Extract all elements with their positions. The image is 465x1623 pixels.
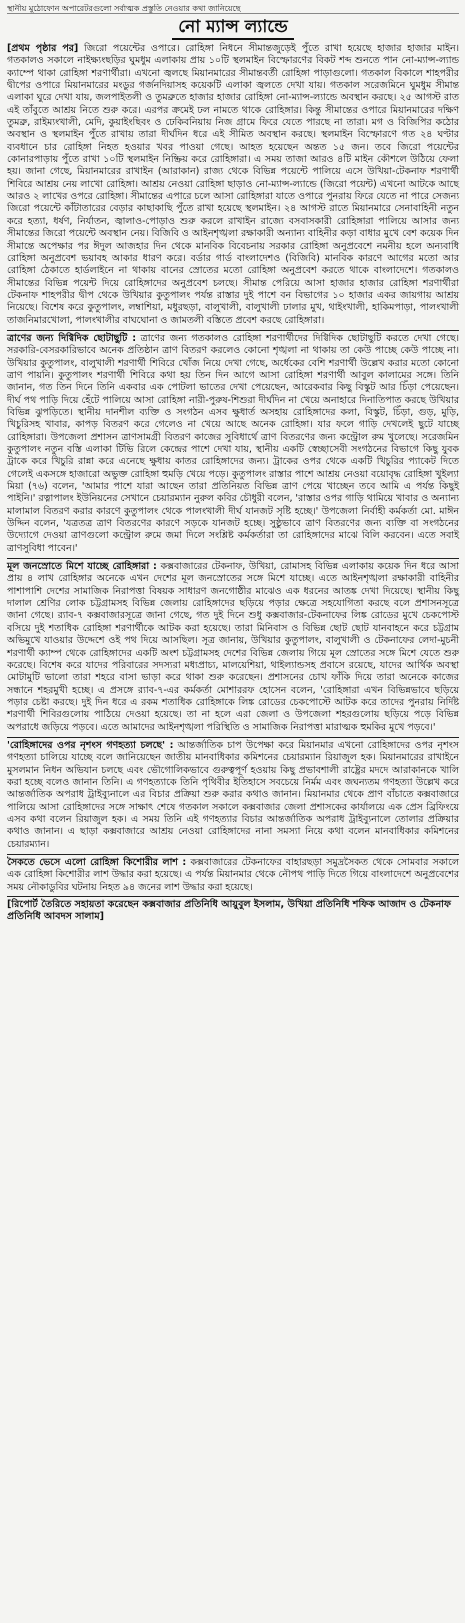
section-relief [7, 333, 459, 555]
section-mainstream [7, 561, 459, 734]
section-lead: 'রোহিঙ্গাদের ওপর নৃশংস গণহত্যা চলছে' : [7, 739, 174, 751]
section-text: কক্সবাজারের টেকনাফ, উখিয়া, রোমাসহ বিভিন্ন এলাকায় কয়েক দিন ধরে আসা প্রায় ৪ লাখ রোহিঙ্গার অনেকে এখন দেশের মূল জনস্রোতের সঙ্গে মিশে যাচ্ছে। এতে আইনশৃঙ্খলা রক্ষাকারী বাহিনীর পাশাপাশি দেশের সামাজিক নিরাপত্তা বিষয়ক সাধারণ জনগোষ্ঠীর মাঝেও এক ধরনের আতঙ্ক দেখা দিয়েছে। স্থানীয় কিছু দালাল শ্রেণির লোক চট্টগ্রামসহ বিভিন্ন জেলায় রোহিঙ্গাদের ছড়িয়ে পড়ার ক্ষেত্রে সহযোগিতা করছে বলে প্রশাসনসূত্রে জানা গেছে। র‍্যাব-৭ কক্সবাজারসূত্রে জানা গেছে, গত দুই দিনে শুধু কক্সবাজার-টেকনাফের লিঙ্ক রোডের মুখে চেকপোস্ট বসিয়ে দুই শতাধিক রোহিঙ্গা শরণার্থীকে আটক করা হয়েছে। তারা মিনিবাস ও বিভিন্ন ছোট ছোট যানবাহনে করে চট্টগ্রাম অভিমুখে যাওয়ার উদ্দেশে ওই পথ দিয়ে আসছিল। সূত্র জানায়, উখিয়ার কুতুপালং, বালুখালী ও টেকনাফের লেদা-মুচনী শরণার্থী ক্যাম্প থেকে রোহিঙ্গাদের একটি অংশ চট্টগ্রামসহ দেশের বিভিন্ন জেলায় গিয়ে মূল স্রোতের সঙ্গে মিশে যেতে শুরু করেছে। বিশেষ করে যাদের পরিবারের সদস্যরা মধ্যপ্রাচ্য, মালয়েশিয়া, থাইল্যান্ডসহ প্রবাসে রয়েছে, যাদের আর্থিক অবস্থা মোটামুটি ভালো তারা শহরে বাসা ভাড়া করে থাকা শুরু করেছেন। প্রশাসনের চোখ ফাঁকি দিয়ে তারা অনেকে কাজের সন্ধানে শহরমুখী হচ্ছে। এ প্রসঙ্গে র‍্যাব-৭-এর কর্মকর্তা মোশাররফ হোসেন বলেন, 'রোহিঙ্গারা এখন বিভিন্নভাবে ছড়িয়ে পড়ার চেষ্টা করছে। দুই দিন ধরে এ রকম শতাধিক রোহিঙ্গাকে লিঙ্ক রোডের চেকপোস্টে আটক করে তাদের পুনরায় নির্দিষ্ট শরণার্থী শিবিরগুলোয় পাঠিয়ে দেওয়া হয়েছে। তা না হলে এরা জেলা ও উপজেলা শহরগুলোয় ছড়িয়ে পড়ে বিভিন্ন অপরাধে জড়িয়ে পড়বে। এতে আমাদের আইনশৃঙ্খলা পরিস্থিতি ও সামাজিক নিরাপত্তা মারাত্মক হুমকির মুখে পড়বে।' [7, 561, 459, 733]
section-lead: সৈকতে ভেসে এলো রোহিঙ্গা কিশোরীর লাশ : [7, 857, 187, 868]
headline: নো ম্যান্স ল্যান্ডে [172, 16, 293, 40]
top-strip: স্থানীয় মুঠোফোন অপারেটরগুলো সর্বাত্মক প্রস্তুতি নেওয়ার কথা জানিয়েছে [7, 4, 459, 14]
section-lead: মূল জনস্রোতে মিশে যাচ্ছে রোহিঙ্গারা : [7, 561, 157, 573]
headline-box [7, 16, 459, 40]
section-divider [7, 854, 459, 855]
section-body-found [7, 857, 459, 894]
report-credit: [রিপোর্ট তৈরিতে সহায়তা করেছেন কক্সবাজার প্রতিনিধি আয়ুবুল ইসলাম, উখিয়া প্রতিনিধি শফিক আজাদ ও টেকনাফ প্রতিনিধি আবদস সালাম] [7, 896, 459, 924]
section-paragraph [7, 857, 459, 894]
section-divider [7, 737, 459, 738]
section-lead: ত্রাণের জন্য দিগ্বিদিক ছোটাছুটি : [7, 332, 136, 344]
section-genocide [7, 740, 459, 851]
section-paragraph [7, 740, 459, 851]
section-text: কক্সবাজারের টেকনাফের বাহারছড়া সমুদ্রসৈকত থেকে সোমবার সকালে এক রোহিঙ্গা কিশোরীর লাশ উদ্ধার করা হয়েছে। এ পর্যন্ত মিয়ানমার থেকে নৌপথ পাড়ি দিতে গিয়ে বাংলাদেশে অনুপ্রবেশের সময় নৌকাডুবির ঘটনায় নিহত ৯৪ জনের লাশ উদ্ধার করা হয়েছে। [7, 857, 460, 893]
section-divider [7, 330, 459, 331]
section-text: জিরো পয়েন্টের ওপারে। রোহিঙ্গা নিধনে সীমান্তজুড়েই পুঁতে রাখা হয়েছে হাজার হাজার মাইন। গতকালও সকালে নাইক্ষ্যংছড়ির ঘুমধুম এলাকায় প্রায় ১০টি স্থলমাইন বিস্ফোরণের বিকট শব্দ শুনতে পান নো-ম্যান্স-ল্যান্ড ক্যাম্পে থাকা রোহিঙ্গা শরণার্থীরা। এখনো জ্বলছে মিয়ানমারের সীমান্তবর্তী রোহিঙ্গা পাড়াগুলো। গতকাল বিকালে শাহপরীর দ্বীপের ওপারে মিয়ানমারের মংডুর গর্জনদিয়াসহ কয়েকটি এলাকা জ্বলতে দেখা যায়। গতকাল সরেজমিনে ঘুমধুম সীমান্ত এলাকা ঘুরে দেখা যায়, জলপাইতলী ও তুমব্রুতে হাজার হাজার রোহিঙ্গা নো-ম্যান্স-ল্যান্ডে অবস্থান করছে। ২৫ আগস্ট রাত এই তাঁবুতে আশ্রয় নিতে শুরু করে। এরপর ক্রমেই ঢল নামতে থাকে রোহিঙ্গার। কিন্তু সীমান্তের ওপারে মিয়ানমারের দক্ষিণ তুমব্রু, রাইম্যংখালী, মেদি, কুয়াইংছিবং ও ঢেকিবনিয়ায় নিজ গ্রামে ফিরে যেতে পারছে না তারা। মগ ও বিজিপির কঠোর অবস্থান ও স্থলমাইন পুঁতে রাখায় তারা দীর্ঘদিন ধরে এই সীমিত অবস্থান করছে। স্থলমাইন বিস্ফোরণে গত ২৪ ঘণ্টার ব্যবধানে চার রোহিঙ্গা নিহত হওয়ার খবর পাওয়া গেছে। আহত হয়েছেন অন্তত ১৫ জন। তবে জিরো পয়েন্টের কোনারপাড়ায় পুঁতে রাখা ১০টি স্থলমাইন নিষ্ক্রিয় করে রোহিঙ্গারা। এ সময় তাজা আরও ৪টি মাইন কৌশলে উঠিয়ে ফেলা হয়। জানা গেছে, মিয়ানমারের রাখাইন (আরাকান) রাজ্য থেকে বিভিন্ন পয়েন্টে পালিয়ে এসে উখিয়া-টেকনাফ শরণার্থী শিবিরে আশ্রয় নেয় লাখো রোহিঙ্গা। আশ্রয় নেওয়া রোহিঙ্গা ছাড়াও নো-ম্যান্স-ল্যান্ডে (জিরো পয়েন্ট) এখনো আটকে আছে আরও ২ লাখের ওপরে রোহিঙ্গা। সীমান্তের এপারে চলে আসা রোহিঙ্গারা যাতে ওপারে পুনরায় ফিরে যেতে না পারে সেজন্য জিরো পয়েন্টে কাঁটাতারের বেড়ার কাছাকাছি পুঁতে রাখা হয়েছে স্থলমাইন। ২৪ আগস্ট রাতে মিয়ানমারে সেনাবাহিনী নতুন করে হত্যা, ধর্ষণ, নির্যাতন, জ্বালাও-পোড়াও শুরু করলে রাখাইন রাজ্যে বসবাসকারী রোহিঙ্গারা পালিয়ে আসার জন্য সীমান্তের জিরো পয়েন্টে অবস্থান নেয়। বিজিবি ও আইনশৃঙ্খলা রক্ষাকারী অন্যান্য বাহিনীর কড়া বাধার মুখে বেশ কয়েক দিন সীমান্তে অপেক্ষার পর ঈদুল আজহার দিন থেকে মানবিক বিবেচনায় সরকার রোহিঙ্গা অনুপ্রবেশে নমনীয় হলে অন্যবাধি রোহিঙ্গা অনুপ্রবেশ ভয়াবহ আকার ধারণ করে। বর্ডার গার্ড বাংলাদেশও (বিজিবি) মানবিক কারণে আগের মতো আর রোহিঙ্গা ঠেকাতে হার্ডলাইনে না থাকায় বানের স্রোতের মতো রোহিঙ্গা অনুপ্রবেশ করতে থাকে বাংলাদেশে। গতকালও সীমান্তের বিভিন্ন পয়েন্ট দিয়ে রোহিঙ্গাদের অনুপ্রবেশ চলছে। সীমান্ত পেরিয়ে আসা হাজার হাজার রোহিঙ্গা শরণার্থীরা টেকনাফ শাহপরীর দ্বীপ থেকে উখিয়ার কুতুপালং পর্যন্ত রাস্তার দুই পাশে বন বিভাগের ১০ হাজার একর জায়গায় আশ্রয় নিয়েছে। বিশেষ করে কুতুপালং, লম্বাশিয়া, মধুরছড়া, বালুখালী, বালুখালী ঢালার মুখ, থাইংখালী, হাকিমপাড়া, পালংখালী তাজনিমারখোলা, পালংখালীর বাঘঘোনা ও জামতলী বস্তিতে প্রবেশ করছে রোহিঙ্গারা। [7, 43, 460, 326]
section-divider [7, 558, 459, 559]
section-paragraph [7, 43, 459, 327]
section-paragraph [7, 333, 459, 555]
continuation-prefix: [প্রথম পৃষ্ঠার পর] [7, 43, 79, 54]
section-intro [7, 43, 459, 327]
section-text: আন্তর্জাতিক চাপ উপেক্ষা করে মিয়ানমার এখনো রোহিঙ্গাদের ওপর নৃশংস গণহত্যা চালিয়ে যাচ্ছে বলে জানিয়েছেন জাতীয় মানবাধিকার কমিশনের চেয়ারম্যান রিয়াজুল হক। মিয়ানমারের রাখাইনে মুসলমান নিধন অভিযান চলছে এবং ভৌগোলিকভাবে গুরুত্বপূর্ণ হওয়ায় কিছু প্রভাবশালী রাষ্ট্রের মদদে আরাকানকে খালি করা হচ্ছে বলেও জানান তিনি। এ গণহত্যাকে তিনি পৃথিবীর ইতিহাসে সবচেয়ে নির্মম এবং জঘন্যতম গণহত্যা উল্লেখ করে আন্তর্জাতিক অপরাধ ট্রাইব্যুনালে এর বিচার প্রক্রিয়া শুরু করার কথাও জানান। মিয়ানমার থেকে প্রাণ বাঁচাতে কক্সবাজারে পালিয়ে আসা রোহিঙ্গাদের সঙ্গে সাক্ষাৎ শেষে গতকাল সকালে কক্সবাজার জেলা প্রশাসকের কার্যালয়ে এক প্রেস ব্রিফিংয়ে এসব কথা বলেন রিয়াজুল হক। এ সময় তিনি এই গণহত্যার বিচার আন্তর্জাতিক অপরাধ ট্রাইব্যুনালে তোলার প্রক্রিয়ার কথাও জানান। এ ছাড়া কক্সবাজারে আশ্রয় নেওয়া রোহিঙ্গাদের নানা সমস্যা নিয়ে কথা বলেন মানবাধিকার কমিশনের চেয়ারম্যান। [7, 739, 459, 850]
section-paragraph [7, 561, 459, 734]
section-text: ত্রাণের জন্য গতকালও রোহিঙ্গা শরণার্থীদের দিগ্বিদিক ছোটাছুটি করতে দেখা গেছে। সরকারি-বেসরকারিভাবে অনেক প্রতিষ্ঠান ত্রাণ বিতরণ করলেও কোনো শৃঙ্খলা না থাকায় তা কেউ পাচ্ছে কেউ পাচ্ছে না। উখিয়ার কুতুপালং, বালুখালী শরণার্থী শিবিরে খোঁজ নিয়ে দেখা গেছে, অর্ধেকের বেশি শরণার্থী উল্লেখ করার মতো কোনো ত্রাণ পায়নি। কুতুপালং শরণার্থী শিবিরে কথা হয় তিন দিন আগে আসা রোহিঙ্গা শরণার্থী আবুল কালামের সঙ্গে। তিনি জানান, গত তিন দিনে তিনি একবার এক পোটলা ভাতের দেখা পেয়েছেন, আরেকবার কিছু বিস্কুট আর চিঁড়া পেয়েছেন। দীর্ঘ পথ পাড়ি দিয়ে হেঁটে পালিয়ে আসা রোহিঙ্গা নারী-পুরুষ-শিশুরা দীর্ঘদিন না খেয়ে অনাহারে দিনাতিপাত করছে উখিয়ার বিভিন্ন ঝুপড়িতে। স্থানীয় দানশীল ব্যক্তি ও সংগঠন এসব ক্ষুধার্ত অসহায় রোহিঙ্গাদের কলা, বিস্কুট, চিঁড়া, গুড়, মুড়ি, খিচুরিসহ খাবার, কাপড় বিতরণ করে গেলেও না খেয়ে আছে অনেক রোহিঙ্গা। যার ফলে গাড়ি দেখলেই ছুটে যাচ্ছে রোহিঙ্গারা। উপজেলা প্রশাসন ত্রাণসামগ্রী বিতরণ কাজের সুবিধার্থে ত্রাণ বিতরণের জন্য কন্ট্রোল রুম খুলেছে। সরেজমিন কুতুপালং নতুন বস্তি এলাকা টিভি রিলে কেন্দ্রের পাশে দেখা যায়, স্থানীয় একটি স্বেচ্ছাসেবী সংগঠনের বিভাগে কিছু যুবক ট্রাকে করে খিচুরি রান্না করে এনেছে ক্ষুধায় কাতর রোহিঙ্গাদের জন্য। ট্রাকের ওপর থেকে একটি খিচুরির প্যাকেট দিতে গেলেই একসঙ্গে হাজারো অভুক্ত রোহিঙ্গা হুমড়ি খেয়ে পড়ে। কুতুপালং রাস্তার পাশে আশ্রয় নেওয়া বয়োবৃদ্ধ রোহিঙ্গা খুইল্যা মিয়া (৭৬) বলেন, 'আমার পাশে যারা আছেন তারা প্রতিনিয়ত বিভিন্ন ত্রাণ পেয়ে খাচ্ছেন তবে আমি এ পর্যন্ত কিছুই পাইনি।' রত্নাপালং ইউনিয়নের সেখানে চেয়ারম্যান নুরুল কবির চৌধুরী বলেন, 'রাস্তার ওপর গাড়ি থামিয়ে খাবার ও অন্যান্য মালামাল বিতরণ করার কারণে কুতুপালং থেকে পালংখালী দীর্ঘ যানজট সৃষ্টি হচ্ছে।' উপজেলা নির্বাহী কর্মকর্তা মো. মাঈন উদ্দিন বলেন, 'যত্রতত্র ত্রাণ বিতরণের কারণে সড়কে যানজট হচ্ছে। সুষ্ঠুভাবে ত্রাণ বিতরণের জন্য ব্যক্তি বা সংগঠনের উদ্যোগে দেওয়া ত্রাণগুলো কন্ট্রোল রুমে জমা দিলে সংশ্লিষ্ট কর্মকর্তারা তা রোহিঙ্গাদের মাঝে বিলি করবেন। এতে সবাই ত্রাণসুবিধা পাবেন।' [7, 332, 460, 554]
